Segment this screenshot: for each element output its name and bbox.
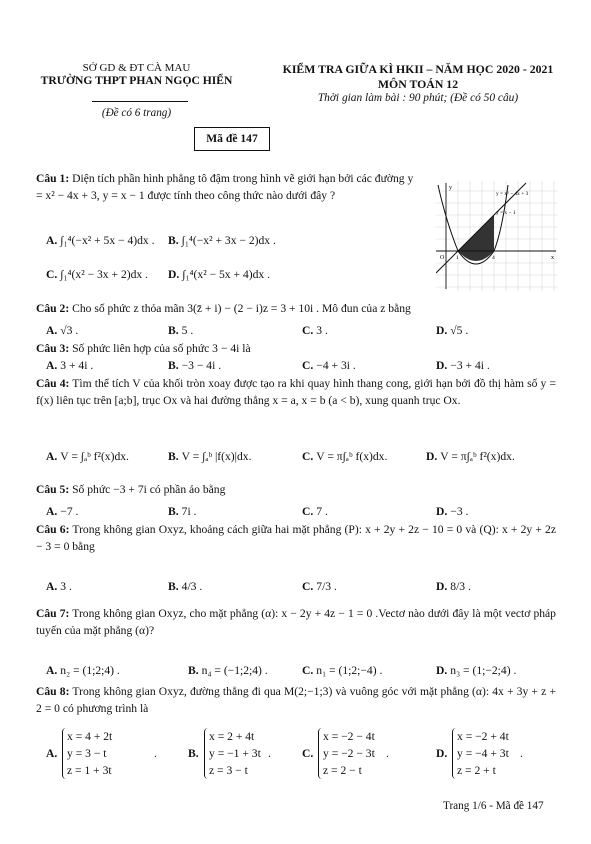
q1-option-b[interactable]: B. ∫₁⁴(−x² + 3x − 2)dx . xyxy=(168,234,276,247)
q4-option-c[interactable]: C. V = π∫ₐᵇ f(x)dx. xyxy=(302,450,388,463)
q4-option-b[interactable]: B. V = ∫ₐᵇ |f(x)|dx. xyxy=(168,450,252,463)
question-5: Câu 5: Số phức −3 + 7i có phần ảo bằng xyxy=(36,483,226,496)
q7-option-c[interactable]: C. n₁ = (1;2;−4) . xyxy=(302,664,383,677)
time-note: Thời gian làm bài : 90 phút; (Đề có 50 câu) xyxy=(317,92,519,104)
q2-option-a[interactable]: A. √3 . xyxy=(46,324,79,337)
q3-option-c[interactable]: C. −4 + 3i . xyxy=(302,359,356,372)
q5-option-a[interactable]: A. −7 . xyxy=(46,505,79,518)
question-3: Câu 3: Số phức liên hợp của số phức 3 − 4i là xyxy=(36,342,251,355)
line-label: y = x − 1 xyxy=(496,210,516,216)
q7-option-d[interactable]: D. n₃ = (1;−2;4) . xyxy=(436,664,517,677)
q1-option-d[interactable]: D. ∫₁⁴(x² − 5x + 4)dx . xyxy=(168,268,270,281)
origin-label: O xyxy=(440,255,445,261)
question-8: Câu 8: Trong không gian Oxyz, đường thẳng đi qua M(2;−1;3) và vuông góc với mặt phẳng (α): 4x + 3y + z + 2 = 0 có phương trình là xyxy=(36,685,556,715)
subject-title: MÔN TOÁN 12 xyxy=(377,77,459,91)
q1-option-c[interactable]: C. ∫₁⁴(x² − 3x + 2)dx . xyxy=(46,268,148,281)
exam-title: KIỂM TRA GIỮA KÌ HKII – NĂM HỌC 2020 - 2021 xyxy=(282,62,554,76)
q6-option-a[interactable]: A. 3 . xyxy=(46,580,72,593)
question-6: Câu 6: Trong không gian Oxyz, khoảng cách giữa hai mặt phẳng (P): x + 2y + 2z − 10 = 0 và (Q): x + 2y + 2z − 3 = 0 bằng xyxy=(36,523,556,553)
q3-option-a[interactable]: A. 3 + 4i . xyxy=(46,359,94,372)
question-2: Câu 2: Cho số phức z thỏa mãn 3(z̄ + i) − (2 − i)z = 3 + 10i . Mô đun của z bằng xyxy=(36,302,411,315)
q6-option-c[interactable]: C. 7/3 . xyxy=(302,580,337,593)
q7-option-a[interactable]: A. n₂ = (1;2;4) . xyxy=(46,664,120,677)
question-1 xyxy=(36,170,416,204)
q5-option-c[interactable]: C. 7 . xyxy=(302,505,328,518)
q1-option-a[interactable]: A. ∫₁⁴(−x² + 5x − 4)dx . xyxy=(46,234,155,247)
question-text: Diện tích phần hình phẳng tô đậm trong hình vẽ giới hạn bởi các đường y = x² − 4x + 3, y = x − 1 được tính theo công thức nào dưới đây ? xyxy=(36,172,414,202)
curve-label: y = x² − 4x + 3 xyxy=(496,191,529,197)
q2-option-c[interactable]: C. 3 . xyxy=(302,324,328,337)
q5-option-d[interactable]: D. −3 . xyxy=(436,505,469,518)
exam-code: Mã đề 147 xyxy=(194,127,270,151)
header-right xyxy=(268,62,568,104)
tick-4-label: 4 xyxy=(492,255,495,261)
shaded-region xyxy=(458,215,494,261)
school-name: TRƯỜNG THPT PHAN NGỌC HIỂN xyxy=(40,74,233,87)
header-divider xyxy=(92,101,188,102)
q3-option-d[interactable]: D. −3 + 4i . xyxy=(436,359,490,372)
x-axis-label: x xyxy=(551,255,554,261)
q2-option-d[interactable]: D. √5 . xyxy=(436,324,469,337)
q5-option-b[interactable]: B. 7i . xyxy=(168,505,197,518)
header-left xyxy=(34,62,239,87)
q6-option-b[interactable]: B. 4/3 . xyxy=(168,580,203,593)
q6-option-d[interactable]: D. 8/3 . xyxy=(436,580,471,593)
q3-option-b[interactable]: B. −3 − 4i . xyxy=(168,359,222,372)
pages-note: (Đề có 6 trang) xyxy=(101,107,172,119)
q7-option-b[interactable]: B. n₄ = (−1;2;4) . xyxy=(188,664,268,677)
question-label: Câu 1: xyxy=(36,172,70,185)
q1-graph xyxy=(436,181,558,291)
y-axis-label: y xyxy=(449,185,452,191)
q2-option-b[interactable]: B. 5 . xyxy=(168,324,194,337)
tick-1-label: 1 xyxy=(456,255,459,261)
page-footer: Trang 1/6 - Mã đề 147 xyxy=(443,800,544,812)
question-7: Câu 7: Trong không gian Oxyz, cho mặt phẳng (α): x − 2y + 4z − 1 = 0 .Vectơ nào dưới đây là một vectơ pháp tuyến của mặt phẳng (α)? xyxy=(36,607,556,637)
question-4: Câu 4: Tìm thể tích V của khối tròn xoay được tạo ra khi quay hình thang cong, giới hạn bởi đồ thị hàm số y = f(x) liên tục trên [a;b], trục Ox và hai đường thẳng x = a, x = b (a < b), xung quanh trục Ox. xyxy=(36,377,556,407)
q4-option-a[interactable]: A. V = ∫ₐᵇ f²(x)dx. xyxy=(46,450,129,463)
department-name: SỞ GD & ĐT CÀ MAU xyxy=(82,62,191,74)
q4-option-d[interactable]: D. V = π∫ₐᵇ f²(x)dx. xyxy=(426,450,515,463)
